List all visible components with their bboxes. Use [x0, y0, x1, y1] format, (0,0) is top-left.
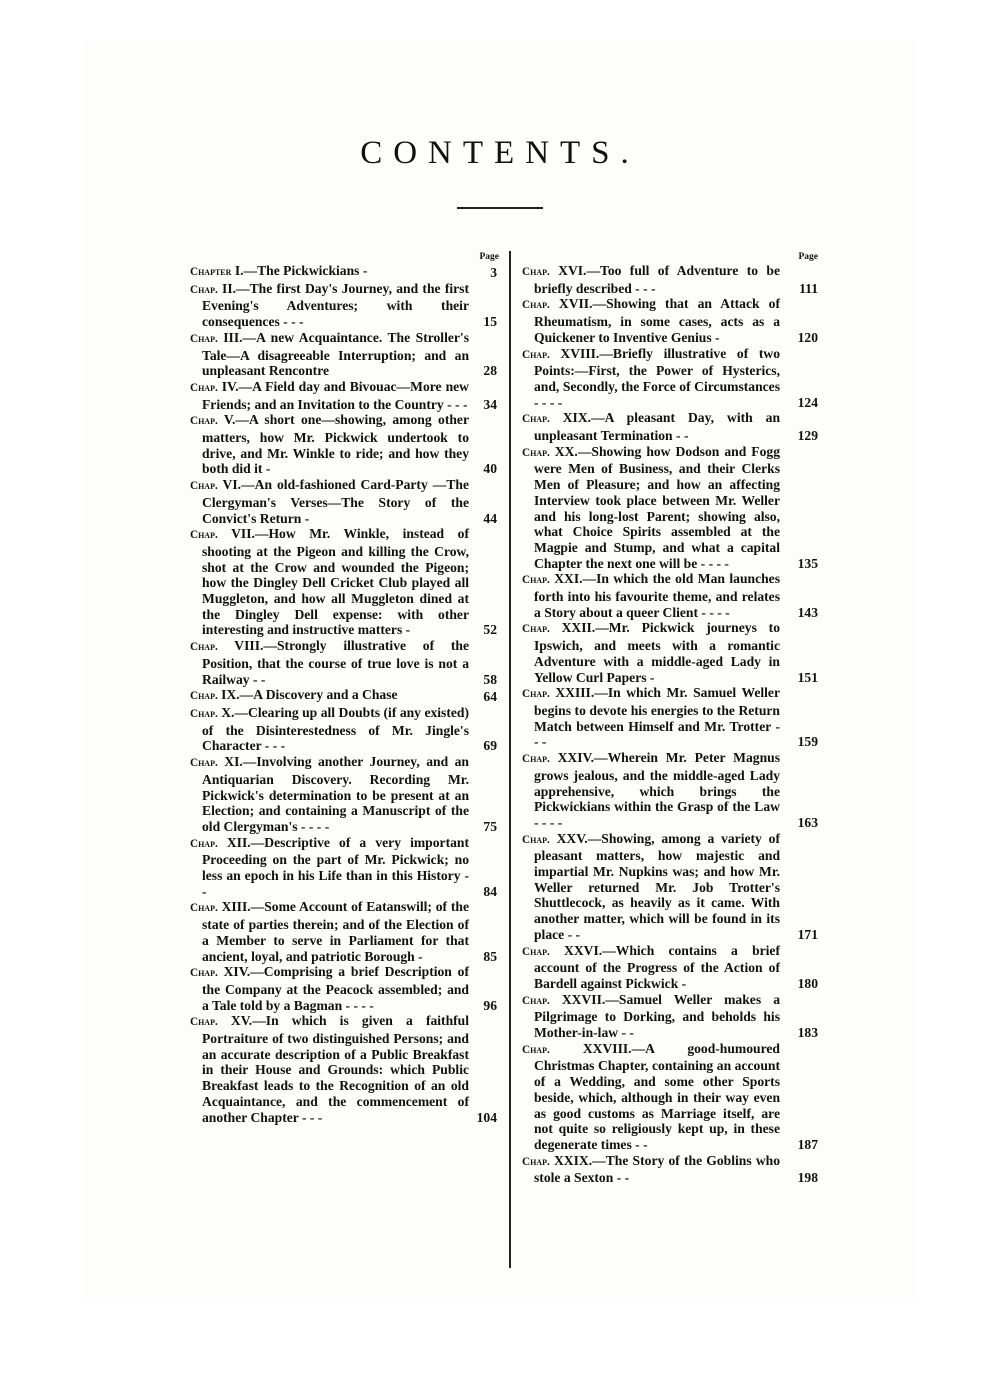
page-number: 34: [483, 396, 497, 412]
contents-entry: [510, 296, 820, 345]
chapter-title: XXV.—Showing, among a variety of pleasant matters, how majestic and impartial Mr. Nupkins was; and how Mr. Weller returned Mr. Job Trotter's Shuttlecock, as heavily as it came. With another matter, which will be found in its place - -: [534, 830, 780, 942]
page-number: 96: [483, 997, 497, 1013]
contents-entry: [510, 943, 820, 992]
contents-entry: [190, 477, 505, 526]
chapter-label: Chap.: [522, 945, 550, 958]
chapter-title: XVIII.—Briefly illustrative of two Points:—First, the Power of Hysterics, and, Secondly, the Force of Circumstances - - - -: [534, 345, 780, 410]
chapter-title: I.—The Pickwickians -: [234, 263, 368, 278]
contents-entry: [510, 831, 820, 943]
chapter-title: XXIX.—The Story of the Goblins who stole a Sexton - -: [534, 1152, 780, 1186]
contents-entry: [510, 410, 820, 443]
contents-entry: [190, 705, 505, 754]
page-number: 40: [483, 461, 497, 477]
contents-entry: [190, 638, 505, 687]
chapter-label: Chap.: [522, 1043, 550, 1056]
page-number: 58: [483, 671, 497, 687]
chapter-label: Chap.: [522, 688, 550, 701]
chapter-title: II.—The first Day's Journey, and the first Evening's Adventures; with their consequences - - -: [202, 280, 469, 330]
chapter-title: XXVII.—Samuel Weller makes a Pilgrimage to Dorking, and beholds his Mother-in-law - -: [534, 991, 780, 1041]
page-number: 75: [483, 818, 497, 834]
chapter-label: Chap.: [190, 707, 218, 720]
chapter-title: IX.—A Discovery and a Chase: [221, 687, 398, 703]
contents-entry: [190, 687, 505, 705]
page-number: 180: [797, 975, 818, 991]
chapter-label: Chapter: [190, 266, 232, 278]
page-number: 171: [797, 926, 818, 942]
chapter-label: Chap.: [190, 757, 218, 770]
page-number: 104: [476, 1109, 497, 1125]
page-number: 52: [483, 622, 497, 638]
chapter-title: V.—A short one—showing, among other matters, how Mr. Pickwick undertook to drive, and Mr. Winkle to ride; and how they both did it -: [202, 412, 469, 477]
chapter-label: Chap.: [522, 753, 550, 766]
chapter-title: XXII.—Mr. Pickwick journeys to Ipswich, and meets with a romantic Adventure with a middle-aged Lady in Yellow Curl Papers -: [534, 620, 780, 685]
title-rule: [457, 207, 543, 209]
chapter-title: XX.—Showing how Dodson and Fogg were Men of Business, and their Clerks Men of Pleasure; and how an affecting Interview took place between Mr. Weller and his long-lost Parent; showing also, what Choice Spirits assembled at the Magpie and Stump, and what a capital Chapter the next one will be - - - -: [534, 443, 780, 571]
chapter-title: XIV.—Comprising a brief Description of the Company at the Peacock assembled; and a Tale told by a Bagman - - - -: [202, 964, 470, 1013]
contents-entry: [510, 444, 820, 572]
chapter-label: Chap.: [522, 413, 550, 426]
chapter-label: Chap.: [522, 446, 550, 459]
chapter-label: Chap.: [522, 833, 550, 846]
chapter-label: Chap.: [522, 299, 550, 312]
contents-entry: [190, 263, 505, 281]
chapter-label: Chap.: [522, 994, 550, 1007]
contents-entry: [190, 835, 505, 900]
chapter-label: Chap.: [190, 332, 218, 345]
contents-entry: [510, 620, 820, 685]
chapter-label: Chap.: [190, 480, 218, 493]
chapter-label: Chap.: [522, 1155, 550, 1168]
chapter-title: XII.—Descriptive of a very important Proceeding on the part of Mr. Pickwick; no less an epoch in his Life than in this History - -: [202, 834, 469, 899]
page-number: 163: [797, 814, 818, 830]
chapter-label: Chap.: [522, 574, 550, 587]
page-number: 85: [483, 948, 497, 964]
chapter-label: Chap.: [190, 415, 218, 428]
chapter-title: III.—A new Acquaintance. The Stroller's Tale—A disagreeable Interruption; and an unpleasant Rencontre: [202, 329, 469, 379]
chapter-label: Chap.: [190, 283, 218, 296]
chapter-title: XXIII.—In which Mr. Samuel Weller begins to devote his energies to the Return Match between Himself and Mr. Trotter - - -: [534, 685, 780, 750]
page-number: 143: [797, 604, 818, 620]
chapter-title: VII.—How Mr. Winkle, instead of shooting at the Pigeon and killing the Crow, shot at the Crow and wounded the Pigeon; how the Dingley Dell Cricket Club played all Muggleton, and how all Muggleton dined at the Dingley Dell expense: with other interesting and instructive matters -: [202, 526, 470, 638]
contents-entry: [190, 526, 505, 638]
page-column-heading: Page: [798, 252, 818, 262]
chapter-title: VIII.—Strongly illustrative of the Position, that the course of true love is not a Railway - -: [202, 638, 470, 687]
chapter-title: IV.—A Field day and Bivouac—More new Friends; and an Invitation to the Country - - -: [202, 378, 469, 412]
page-number: 198: [797, 1170, 818, 1186]
contents-entry: [510, 263, 820, 296]
contents-entry: [190, 330, 505, 379]
chapter-label: Chap.: [522, 348, 550, 361]
page-number: 69: [483, 738, 497, 754]
page-number: 151: [797, 669, 818, 685]
page-column-heading: Page: [479, 252, 499, 262]
left-entry-list: [190, 263, 505, 1125]
contents-entry: [510, 992, 820, 1041]
contents-entry: [190, 412, 505, 477]
contents-entry: [510, 346, 820, 411]
chapter-label: Chap.: [190, 381, 218, 394]
page-number: 135: [797, 555, 818, 571]
chapter-title: XXIV.—Wherein Mr. Peter Magnus grows jealous, and the middle-aged Lady apprehensive, which brings the Pickwickians within the Grasp of the Law - - - -: [534, 750, 780, 830]
contents-entry: [510, 571, 820, 620]
page-number: 120: [797, 329, 818, 345]
page-number: 15: [483, 314, 497, 330]
chapter-label: Chap.: [522, 623, 550, 636]
chapter-title: XVII.—Showing that an Attack of Rheumatism, in some cases, acts as a Quickener to Inventive Genius -: [534, 296, 780, 345]
chapter-title: XXVIII.—A good-humoured Christmas Chapter, containing an account of a Wedding, and some other Sports beside, which, although in their way even as good customs as Marriage itself, are not quite so religiously kept up, in these degenerate times - -: [534, 1040, 780, 1152]
chapter-title: XIII.—Some Account of Eatanswill; of the state of parties therein; and of the Election of a Member to serve in Parliament for that ancient, loyal, and patriotic Borough -: [202, 899, 469, 964]
contents-entry: [510, 685, 820, 750]
chapter-label: Chap.: [190, 1016, 218, 1029]
chapter-label: Chap.: [190, 837, 218, 850]
page-number: 84: [483, 883, 497, 899]
contents-column-right: [510, 251, 820, 1186]
contents-column-left: [190, 251, 505, 1125]
page-number: 129: [797, 428, 818, 444]
page-number: 44: [483, 510, 497, 526]
chapter-label: Chap.: [522, 266, 550, 278]
chapter-title: X.—Clearing up all Doubts (if any existed) of the Disinterestedness of Mr. Jingle's Character - - -: [202, 704, 469, 754]
chapter-label: Chap.: [190, 967, 218, 980]
contents-entry: [190, 281, 505, 330]
chapter-title: XXVI.—Which contains a brief account of the Progress of the Action of Bardell against Pickwick -: [534, 942, 780, 991]
chapter-title: XV.—In which is given a faithful Portraiture of two distinguished Persons; and an accurate description of a Public Breakfast in their House and Grounds: which Public Breakfast leads to the Recognition of an old Acquaintance, and the commencement of another Chapter - - -: [202, 1013, 470, 1125]
chapter-title: XIX.—A pleasant Day, with an unpleasant Termination - -: [534, 410, 780, 444]
chapter-title: VI.—An old-fashioned Card-Party —The Clergyman's Verses—The Story of the Convict's Return -: [202, 477, 470, 526]
contents-entry: [190, 379, 505, 412]
page-title: CONTENTS.: [360, 135, 640, 171]
page-number: 124: [797, 394, 818, 410]
contents-page: [85, 40, 915, 1300]
right-entry-list: [510, 263, 820, 1186]
contents-entry: [510, 1153, 820, 1186]
chapter-title: XI.—Involving another Journey, and an Antiquarian Discovery. Recording Mr. Pickwick's determination to be present at an Election; and containing a Manuscript of the old Clergyman's - - - -: [202, 754, 469, 834]
page-number: 187: [797, 1136, 818, 1152]
page-number: 64: [483, 689, 497, 705]
page-number: 111: [799, 280, 818, 296]
contents-entry: [190, 1013, 505, 1125]
contents-entry: [190, 899, 505, 964]
chapter-label: Chap.: [190, 902, 218, 915]
chapter-label: Chap.: [190, 690, 218, 703]
contents-entry: [190, 754, 505, 835]
contents-entry: [510, 750, 820, 831]
page-number: 28: [483, 363, 497, 379]
chapter-title: XXI.—In which the old Man launches forth into his favourite theme, and relates a Story about a queer Client - - - -: [534, 571, 781, 620]
contents-entry: [510, 1041, 820, 1153]
chapter-label: Chap.: [190, 529, 218, 542]
contents-entry: [190, 964, 505, 1013]
chapter-title: XVI.—Too full of Adventure to be briefly described - - -: [534, 263, 780, 296]
chapter-label: Chap.: [190, 641, 218, 654]
page-number: 159: [797, 734, 818, 750]
page-number: 183: [797, 1025, 818, 1041]
page-number: 3: [490, 265, 497, 280]
